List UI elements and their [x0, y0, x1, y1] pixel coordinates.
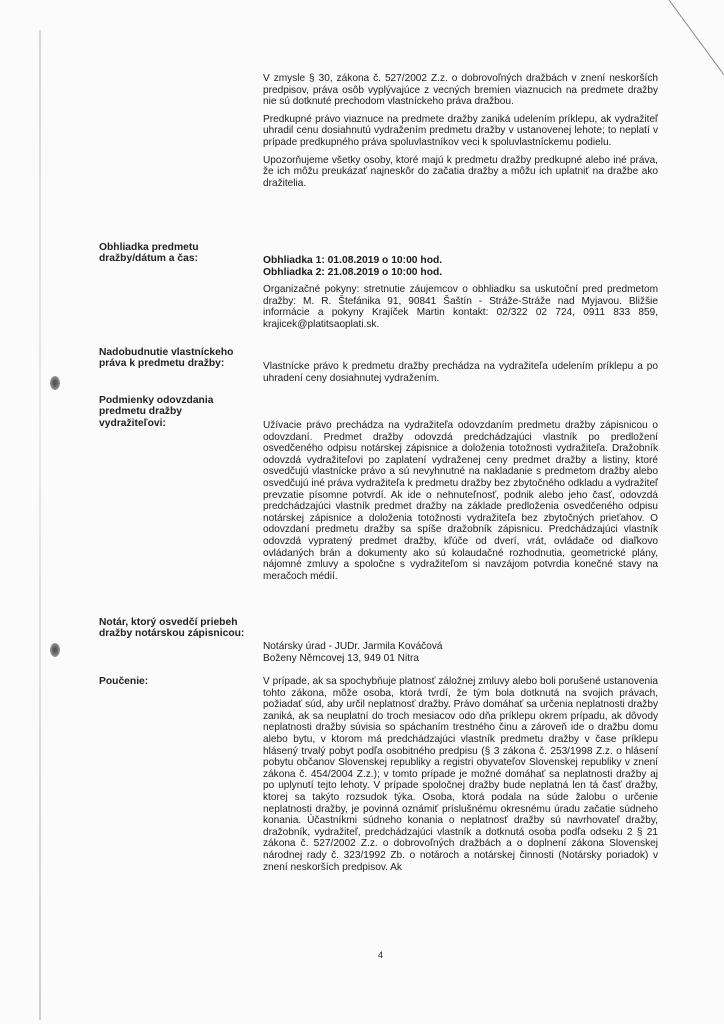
- inspection-label: Obhliadka predmetu dražby/dátum a čas:: [99, 242, 199, 265]
- inspection-instructions: Organizačné pokyny: stretnutie záujemcov o obhliadku sa uskutoční pred predmetom dražby: M. R. Štefánika 91, 90841 Šaštín - Stráže-Stráže nad Myjavou. Bližšie informácie a pokyny Krajíček Martin kontakt: 02/322 02 724, 0911 833 859, krajicek@platitsaoplati.sk.: [263, 284, 658, 330]
- inspection-section: [263, 255, 658, 337]
- inspection-date: Obhliadka 1: 01.08.2019 o 10:00 hod.: [263, 255, 443, 266]
- handover-label: Podmienky odovzdania predmetu dražby vydražiteľovi:: [99, 395, 214, 429]
- instruction-text: V prípade, ak sa spochybňuje platnosť záložnej zmluvy alebo boli porušené ustanovenia tohto zákona, môže osoba, ktorá tvrdí, že tým bola dotknutá na svojich právach, požiadať súd, aby určil neplatnosť dražby. Právo domáhať sa určenia neplatnosti dražby zaniká, ak sa neuplatní do troch mesiacov odo dňa príklepu okrem prípadu, ak dôvody neplatnosti dražby súvisia so spáchaním trestného činu a zároveň ide o dražbu domu alebo bytu, v ktorom má predchádzajúci vlastník predmetu dražby v čase príklepu hlásený trvalý pobyt podľa osobitného predpisu (§ 3 zákona č. 253/1998 Z.z. o hlásení pobytu občanov Slovenskej republiky a registri obyvateľov Slovenskej republiky v znení zákona č. 454/2004 Z.z.); v tomto prípade je možné domáhať sa neplatnosti dražby aj po uplynutí tejto lehoty. V prípade spoločnej dražby bude neplatná len tá časť dražby, ktorej sa takýto rozsudok týka. Osoba, ktorá podala na súde žalobu o určenie neplatnosti dražby, je povinná oznámiť príslušnému okresnému úradu začatie súdneho konania. Účastníkmi súdneho konania o neplatnosť dražby sú navrhovateľ dražby, dražobník, vydražiteľ, predchádzajúci vlastník a dotknutá osoba podľa odseku 2 § 21 zákona č. 527/2002 Z.z. o dobrovoľných dražbách a o doplnení zákona Slovenskej národnej rady č. 323/1992 Zb. o notároch a notárskej činnosti (Notársky poriadok) v znení neskorších predpisov. Ak: [263, 676, 658, 873]
- ownership-section: [263, 361, 658, 390]
- inspection-dates: [263, 255, 658, 278]
- paragraph: V zmysle § 30, zákona č. 527/2002 Z.z. o dobrovoľných dražbách v znení neskorších predpisov, práva osôb vyplývajúce z vecných bremien viaznucich na predmete dražby nie sú dotknuté prechodom vlastníckeho práva dražbou.: [263, 73, 658, 108]
- punch-hole: [50, 376, 60, 390]
- paragraph: Upozorňujeme všetky osoby, ktoré majú k predmetu dražby predkupné alebo iné práva, že ich môžu preukázať najneskôr do začatia dražby a môžu ich uplatniť na dražbe ako dražitelia.: [263, 154, 658, 189]
- punch-hole: [50, 643, 60, 657]
- handover-text: Užívacie právo prechádza na vydražiteľa odovzdaním predmetu dražby zápisnicou o odovzdaní. Predmet dražby odovzdá predchádzajúci vlastník po predložení osvedčeného odpisu notárskej zápisnice a doloženia totožnosti vydražiteľa. Dražobník odovzdá vydražiteľovi po zaplatení vydraženej ceny predmet dražby a listiny, ktoré osvedčujú vlastnícke právo a sú nevyhnutné na nakladanie s predmetom dražby alebo osvedčujú iné práva vydražiteľa k predmetu dražby bez zbytočného odkladu a vydražiteľ prevzatie písomne potvrdí. Ak ide o nehnuteľnosť, podnik alebo jeho časť, odovzdá predchádzajúci vlastník predmet dražby na základe predloženia osvedčeného odpisu notárskej zápisnice a doloženia totožnosti vydražiteľa bez zbytočných prieťahov. O odovzdaní predmetu dražby sa spíše dražobník zápisnicu. Predchádzajúci vlastník odovzdá vypratený predmet dražby, kľúče od dverí, vrát, ovládače od diaľkovo ovládaných brán a dokumenty ako sú kolaudačné rozhodnutia, geometrické plány, nájomné zmluvy a spoločne s vydražiteľom si navzájom potvrdia konečné stavy na meračoch médií.: [263, 420, 658, 582]
- handover-section: [263, 420, 658, 588]
- intro-section: [263, 73, 658, 195]
- ownership-label: Nadobudnutie vlastníckeho práva k predmetu dražby:: [99, 347, 234, 370]
- ownership-text: Vlastnícke právo k predmetu dražby prechádza na vydražiteľa udelením príklepu a po uhradení ceny dosiahnutej vydražením.: [263, 361, 658, 384]
- notary-section: [263, 641, 658, 664]
- paragraph: Predkupné právo viaznuce na predmete dražby zaniká udelením príklepu, ak vydražiteľ uhradil cenu dosiahnutú vydražením predmetu dražby v ustanovenej lehote; to neplatí v prípade predkupného práva spoluvlastníkov veci k spoluvlastníckemu podielu.: [263, 113, 658, 148]
- notary-label: Notár, ktorý osvedčí priebeh dražby notárskou zápisnicou:: [99, 617, 245, 640]
- instruction-label: Poučenie:: [99, 676, 149, 687]
- page-corner-mark: [664, 0, 724, 80]
- inspection-date: Obhliadka 2: 21.08.2019 o 10:00 hod.: [263, 266, 443, 278]
- page-number: 4: [378, 950, 384, 960]
- paper-fold-line: [39, 30, 41, 1020]
- notary-office: Notársky úrad - JUDr. Jarmila Kováčová: [263, 641, 443, 652]
- instruction-section: [263, 676, 658, 879]
- notary-address: Boženy Němcovej 13, 949 01 Nitra: [263, 652, 419, 664]
